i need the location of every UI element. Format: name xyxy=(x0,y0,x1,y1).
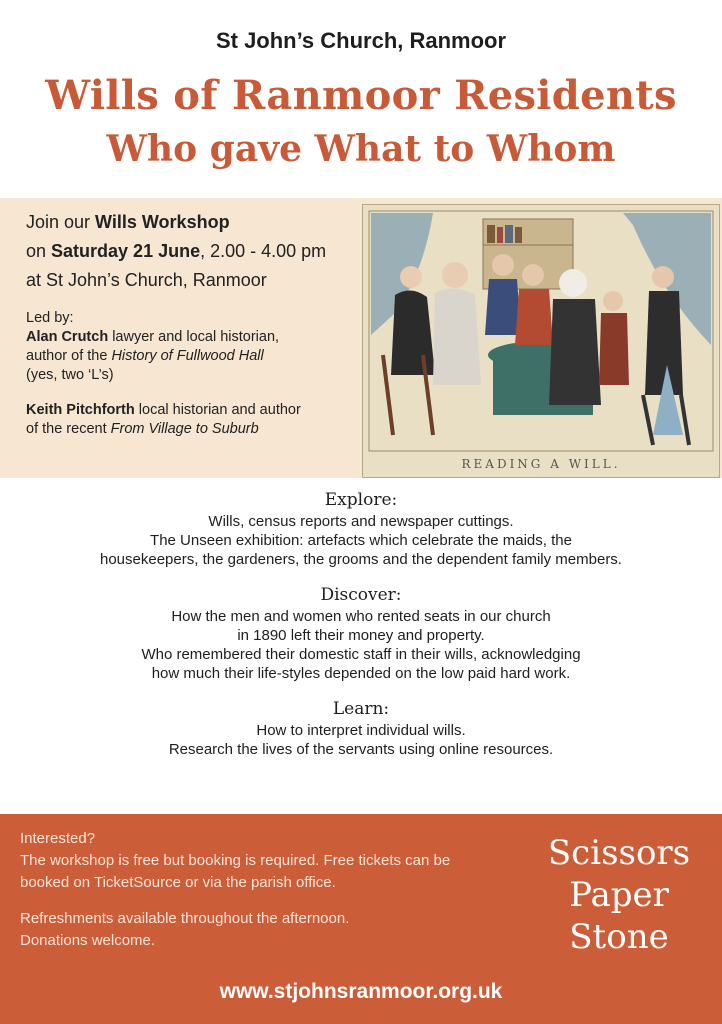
person2-desc2: of the recent xyxy=(26,421,111,437)
title-line-1: Wills of Ranmoor Residents xyxy=(45,72,677,119)
person1-note: (yes, two ‘L’s) xyxy=(26,367,114,383)
explore-line: The Unseen exhibition: artefacts which celebrate the maids, the xyxy=(150,532,572,549)
discover-heading: Discover: xyxy=(320,585,402,605)
join-prefix: Join our xyxy=(26,212,96,232)
brand-line-1: Scissors xyxy=(547,833,691,873)
discover-line: how much their life-styles depended on the low paid hard work. xyxy=(151,665,571,682)
person1-desc: lawyer and local historian, xyxy=(108,329,280,345)
brand-line-2: Paper xyxy=(569,875,669,915)
illustration-drawing xyxy=(363,205,719,477)
person1-name: Alan Crutch xyxy=(26,329,109,345)
footer-info xyxy=(20,828,520,952)
date-line xyxy=(26,237,362,266)
booking-line-1: The workshop is free but booking is required. Free tickets can be xyxy=(20,852,451,869)
event-date: Saturday 21 June xyxy=(51,241,201,261)
header xyxy=(0,0,722,198)
interested-label: Interested? xyxy=(20,830,96,847)
learn-heading: Learn: xyxy=(332,699,390,719)
event-details xyxy=(26,208,362,439)
explore-heading: Explore: xyxy=(324,490,398,510)
illustration-caption: READING A WILL. xyxy=(461,457,621,471)
event-time: , 2.00 - 4.00 pm xyxy=(200,241,327,261)
brand-line-3: Stone xyxy=(569,917,669,957)
person1-line xyxy=(26,328,362,347)
donations-note: Donations welcome. xyxy=(20,932,156,949)
website-link[interactable]: www.stjohnsranmoor.org.uk xyxy=(219,980,503,1003)
person2-book-line xyxy=(26,420,362,439)
programme xyxy=(0,488,722,773)
learn-line: How to interpret individual wills. xyxy=(256,722,466,739)
person1-book-line xyxy=(26,347,362,366)
discover-section xyxy=(0,583,722,683)
person1-desc2: author of the xyxy=(26,348,112,364)
learn-section xyxy=(0,697,722,759)
venue-name: St John’s Church, Ranmoor xyxy=(215,28,507,53)
workshop-name: Wills Workshop xyxy=(95,212,230,232)
event-details-band xyxy=(0,198,722,478)
led-by-block xyxy=(26,309,362,439)
explore-line: housekeepers, the gardeners, the grooms and the dependent family members. xyxy=(100,551,622,568)
person1-book: History of Fullwood Hall xyxy=(111,348,264,364)
explore-section xyxy=(0,488,722,569)
refreshments-note: Refreshments available throughout the afternoon. xyxy=(20,910,350,927)
person2-book: From Village to Suburb xyxy=(110,421,259,437)
title-line-2: Who gave What to Whom xyxy=(106,128,616,170)
learn-line: Research the lives of the servants using online resources. xyxy=(168,741,554,758)
location-line: at St John’s Church, Ranmoor xyxy=(26,270,267,290)
discover-line: Who remembered their domestic staff in their wills, acknowledging xyxy=(141,646,581,663)
led-by-label: Led by: xyxy=(26,310,74,326)
person2-desc: local historian and author xyxy=(134,402,301,418)
person2-name: Keith Pitchforth xyxy=(26,402,135,418)
person2-line xyxy=(26,401,362,420)
brand-logo-text xyxy=(534,832,704,958)
date-prefix: on xyxy=(26,241,52,261)
footer xyxy=(0,814,722,1024)
explore-line: Wills, census reports and newspaper cuttings. xyxy=(208,513,514,530)
booking-line-2: booked on TicketSource or via the parish office. xyxy=(20,874,336,891)
join-line xyxy=(26,208,362,237)
discover-line: in 1890 left their money and property. xyxy=(237,627,485,644)
reading-a-will-illustration xyxy=(362,204,720,478)
discover-line: How the men and women who rented seats in our church xyxy=(171,608,551,625)
